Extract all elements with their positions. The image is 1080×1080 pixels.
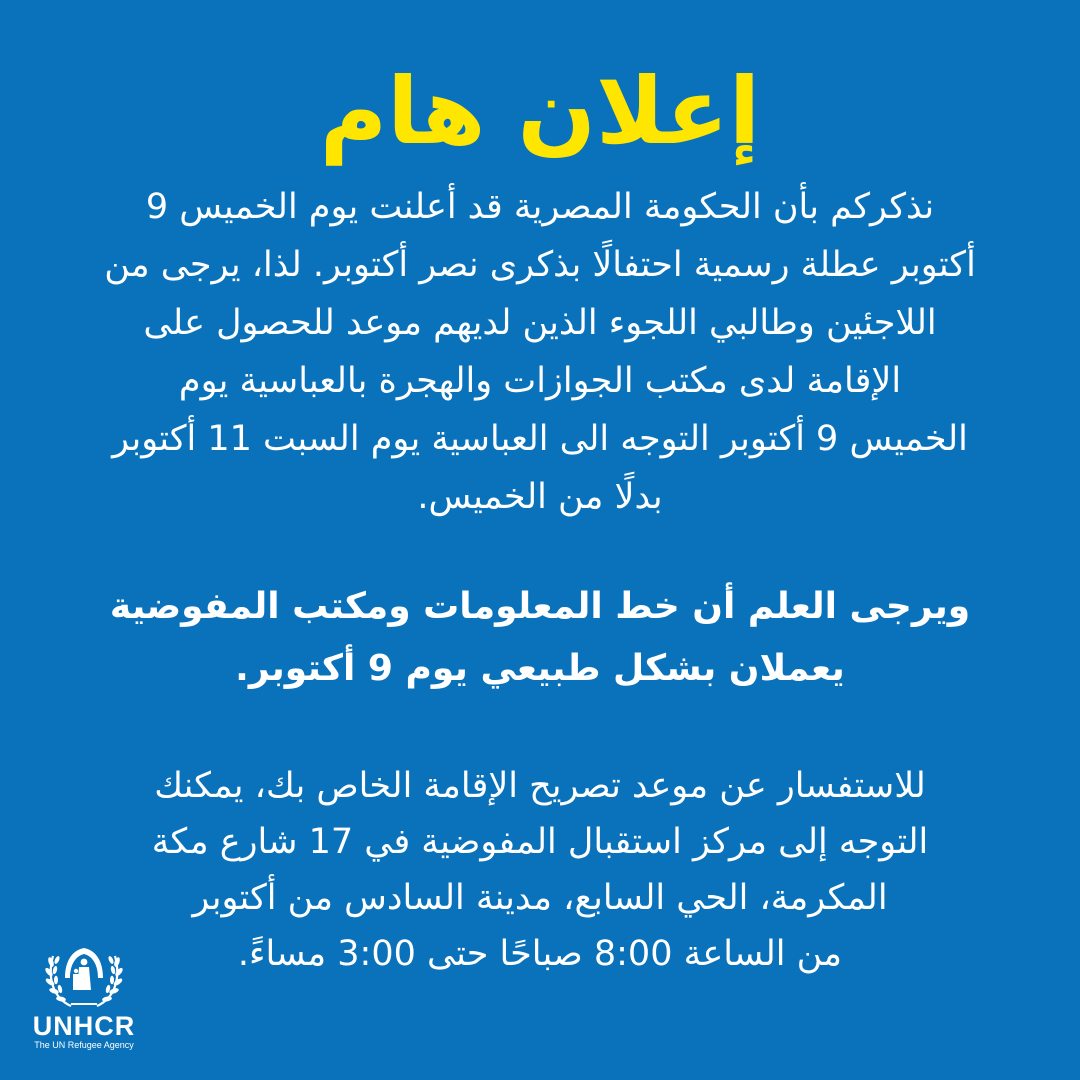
text-line: للاستفسار عن موعد تصريح الإقامة الخاص بك، يمكنك — [154, 766, 926, 806]
unhcr-logo — [28, 938, 140, 1060]
text-line: المكرمة، الحي السابع، مدينة السادس من أكتوبر — [192, 878, 888, 918]
text-line: أكتوبر عطلة رسمية احتفالًا بذكرى نصر أكتوبر. لذا، يرجى من — [104, 245, 976, 285]
text-line: اللاجئين وطالبي اللجوء الذين لديهم موعد للحصول على — [143, 303, 937, 343]
announcement-title: إعلان هام — [319, 58, 761, 165]
text-line: يعملان بشكل طبيعي يوم 9 أكتوبر. — [235, 648, 845, 689]
holiday-notice-paragraph — [50, 178, 1030, 526]
logo-wordmark: UNHCR — [32, 1011, 136, 1041]
text-line: بدلًا من الخميس. — [417, 477, 663, 517]
unhcr-emblem-icon — [41, 938, 127, 1010]
text-line: الإقامة لدى مكتب الجوازات والهجرة بالعباسية يوم — [178, 361, 902, 401]
text-line: التوجه إلى مركز استقبال المفوضية في 17 شارع مكة — [151, 822, 929, 862]
text-line: نذكركم بأن الحكومة المصرية قد أعلنت يوم الخميس 9 — [145, 187, 935, 227]
text-line: الخميس 9 أكتوبر التوجه الى العباسية يوم السبت 11 أكتوبر — [112, 419, 968, 459]
inquiry-info-paragraph — [50, 758, 1030, 982]
office-hours-notice-paragraph — [50, 576, 1030, 700]
logo-tagline: The UN Refugee Agency — [34, 1040, 134, 1050]
text-line: ويرجى العلم أن خط المعلومات ومكتب المفوضية — [109, 586, 971, 627]
text-line: من الساعة 8:00 صباحًا حتى 3:00 مساءً. — [237, 934, 843, 974]
